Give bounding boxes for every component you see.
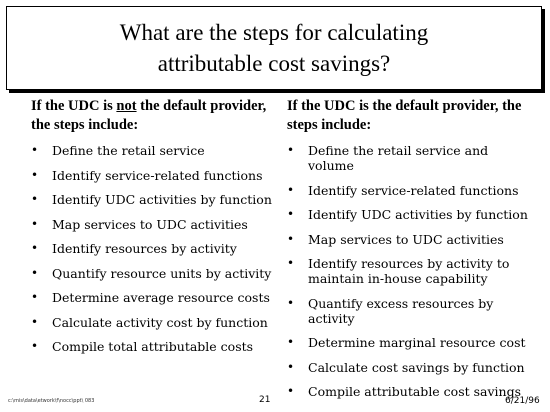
title-line-2: attributable cost savings?	[157, 51, 391, 76]
left-step: • Identify UDC activities by function	[31, 192, 271, 207]
left-step: • Identify service-related functions	[31, 168, 271, 183]
right-step: • Identify service-related functions	[287, 183, 537, 198]
left-step-list	[31, 143, 271, 354]
right-step-list	[287, 143, 537, 399]
right-step: • Identify resources by activity to maintain in-house capability	[287, 256, 537, 286]
right-step: • Calculate cost savings by function	[287, 360, 537, 375]
title-box	[6, 6, 542, 90]
right-step: • Quantify excess resources by activity	[287, 296, 537, 326]
left-heading	[31, 97, 271, 135]
left-column	[31, 97, 271, 364]
left-heading-pre: If the UDC is	[31, 98, 117, 114]
title-line-1: What are the steps for calculating	[119, 20, 429, 45]
left-step: • Map services to UDC activities	[31, 217, 271, 232]
right-step: • Compile attributable cost savings	[287, 384, 537, 399]
left-step: • Compile total attributable costs	[31, 339, 271, 354]
left-heading-underlined: not	[116, 98, 137, 114]
page-number: 21	[259, 395, 271, 405]
right-step: • Identify UDC activities by function	[287, 207, 537, 222]
right-step: • Map services to UDC activities	[287, 232, 537, 247]
left-step: • Identify resources by activity	[31, 241, 271, 256]
left-step: • Calculate activity cost by function	[31, 315, 271, 330]
left-step: • Quantify resource units by activity	[31, 266, 271, 281]
right-column	[287, 97, 537, 409]
footer-file-path: c:\mis\data\etwork\f\nocc\ppt\ 083	[8, 398, 95, 404]
footer-date: 6/21/96	[505, 396, 540, 406]
left-heading-post: the default provider, the steps include:	[31, 98, 267, 133]
right-step: • Define the retail service and volume	[287, 143, 537, 173]
right-step: • Determine marginal resource cost	[287, 335, 537, 350]
left-step: • Define the retail service	[31, 143, 271, 158]
left-step: • Determine average resource costs	[31, 290, 271, 305]
right-heading: If the UDC is the default provider, the steps include:	[287, 98, 522, 133]
